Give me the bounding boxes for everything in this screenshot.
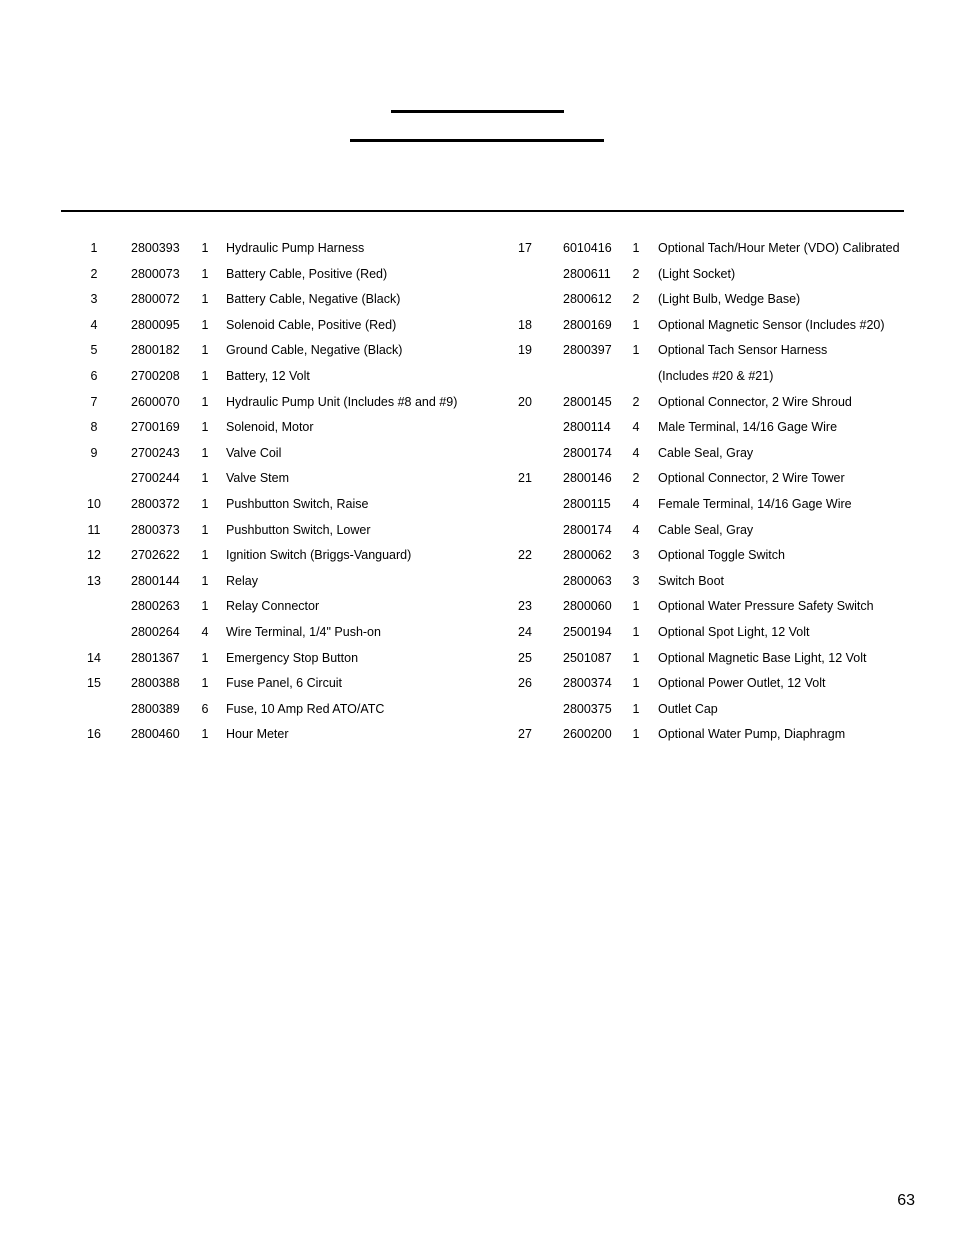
quantity: 3 xyxy=(632,548,640,563)
part-number: 2600070 xyxy=(131,394,180,409)
item-number: 22 xyxy=(518,548,532,563)
quantity: 1 xyxy=(201,650,209,665)
quantity: 1 xyxy=(201,599,209,614)
description: Optional Connector, 2 Wire Shroud xyxy=(658,394,852,409)
part-number: 2800114 xyxy=(563,420,611,435)
description: Solenoid, Motor xyxy=(226,420,314,435)
quantity: 1 xyxy=(632,241,640,255)
description: (Includes #20 & #21) xyxy=(658,369,774,383)
quantity: 1 xyxy=(201,369,209,383)
description: Cable Seal, Gray xyxy=(658,522,754,537)
item-number: 17 xyxy=(518,241,532,255)
part-number: 2800397 xyxy=(563,343,612,358)
part-number: 2800611 xyxy=(563,266,611,281)
part-number: 2800460 xyxy=(131,727,180,742)
item-number: 27 xyxy=(518,727,532,742)
part-number: 2800174 xyxy=(563,522,612,537)
quantity: 1 xyxy=(632,701,640,716)
description: Optional Water Pump, Diaphragm xyxy=(658,727,846,742)
title-underline xyxy=(391,110,564,113)
description: Cable Seal, Gray xyxy=(658,445,754,460)
description: Battery, 12 Volt xyxy=(226,369,310,383)
description: Optional Tach/Hour Meter (VDO) Calibrated xyxy=(658,241,900,255)
quantity: 1 xyxy=(201,548,209,563)
part-number: 2800373 xyxy=(131,522,180,537)
item-number: 13 xyxy=(87,573,101,588)
quantity: 1 xyxy=(201,522,209,537)
quantity: 4 xyxy=(632,420,640,435)
part-number: 2800374 xyxy=(563,676,612,691)
description: Hydraulic Pump Harness xyxy=(226,241,365,255)
quantity: 4 xyxy=(201,625,209,639)
part-number: 2501087 xyxy=(563,650,612,665)
item-number: 8 xyxy=(90,420,98,435)
item-number: 21 xyxy=(518,471,532,486)
item-number: 26 xyxy=(518,676,532,691)
description: Optional Magnetic Base Light, 12 Volt xyxy=(658,650,867,665)
quantity: 1 xyxy=(201,420,209,435)
part-number: 2800144 xyxy=(131,573,180,588)
part-number: 2800073 xyxy=(131,266,180,281)
part-number: 2801367 xyxy=(131,650,180,665)
description: Battery Cable, Positive (Red) xyxy=(226,266,388,281)
item-number: 5 xyxy=(90,343,98,358)
item-number: 12 xyxy=(87,548,101,563)
part-number: 2800375 xyxy=(563,701,612,716)
description: Optional Magnetic Sensor (Includes #20) xyxy=(658,317,885,332)
header-rule xyxy=(61,210,904,212)
part-number: 2600200 xyxy=(563,727,612,742)
quantity: 1 xyxy=(201,727,209,742)
quantity: 2 xyxy=(632,471,640,486)
part-number: 2800146 xyxy=(563,471,612,486)
description: Optional Power Outlet, 12 Volt xyxy=(658,676,826,691)
part-number: 2800388 xyxy=(131,676,180,691)
quantity: 3 xyxy=(632,573,640,588)
item-number: 18 xyxy=(518,317,532,332)
description: Male Terminal, 14/16 Gage Wire xyxy=(658,420,838,435)
part-number: 2500194 xyxy=(563,625,612,639)
item-number: 15 xyxy=(87,676,101,691)
part-number: 6010416 xyxy=(563,241,612,255)
description: Valve Stem xyxy=(226,471,289,486)
description: (Light Bulb, Wedge Base) xyxy=(658,292,801,307)
quantity: 2 xyxy=(632,292,640,307)
item-number: 24 xyxy=(518,625,532,639)
description: Battery Cable, Negative (Black) xyxy=(226,292,401,307)
description: Pushbutton Switch, Lower xyxy=(226,522,371,537)
description: Relay xyxy=(226,573,258,588)
quantity: 1 xyxy=(632,343,640,358)
description: Fuse Panel, 6 Circuit xyxy=(226,676,343,691)
description: Outlet Cap xyxy=(658,701,718,716)
part-number: 2702622 xyxy=(131,548,180,563)
part-number: 2700244 xyxy=(131,471,180,486)
part-number: 2800263 xyxy=(131,599,180,614)
part-number: 2800612 xyxy=(563,292,612,307)
part-number: 2800393 xyxy=(131,241,180,255)
quantity: 1 xyxy=(201,292,209,307)
quantity: 1 xyxy=(201,471,209,486)
item-number: 3 xyxy=(90,292,98,307)
part-number: 2700169 xyxy=(131,420,180,435)
description: Optional Tach Sensor Harness xyxy=(658,343,828,358)
quantity: 1 xyxy=(201,394,209,409)
description: Hour Meter xyxy=(226,727,289,742)
description: Ignition Switch (Briggs-Vanguard) xyxy=(226,548,412,563)
description: Relay Connector xyxy=(226,599,320,614)
part-number: 2800115 xyxy=(563,497,611,511)
quantity: 1 xyxy=(632,599,640,614)
quantity: 1 xyxy=(632,317,640,332)
description: Wire Terminal, 1/4" Push-on xyxy=(226,625,381,639)
quantity: 4 xyxy=(632,497,640,511)
item-number: 11 xyxy=(87,522,101,537)
part-number: 2800169 xyxy=(563,317,612,332)
description: Female Terminal, 14/16 Gage Wire xyxy=(658,497,852,511)
item-number: 19 xyxy=(518,343,532,358)
description: Valve Coil xyxy=(226,445,282,460)
quantity: 4 xyxy=(632,445,640,460)
item-number: 10 xyxy=(87,497,101,511)
quantity: 1 xyxy=(201,241,209,255)
quantity: 1 xyxy=(632,727,640,742)
item-number: 14 xyxy=(87,650,101,665)
part-number: 2800062 xyxy=(563,548,612,563)
quantity: 6 xyxy=(201,701,209,716)
quantity: 1 xyxy=(201,445,209,460)
description: Ground Cable, Negative (Black) xyxy=(226,343,403,358)
item-number: 2 xyxy=(90,266,98,281)
quantity: 1 xyxy=(201,317,209,332)
description: Optional Toggle Switch xyxy=(658,548,785,563)
description: Optional Water Pressure Safety Switch xyxy=(658,599,874,614)
quantity: 1 xyxy=(632,650,640,665)
description: Emergency Stop Button xyxy=(226,650,359,665)
item-number: 23 xyxy=(518,599,532,614)
part-number: 2800145 xyxy=(563,394,612,409)
item-number: 20 xyxy=(518,394,532,409)
description: (Light Socket) xyxy=(658,266,736,281)
description: Optional Spot Light, 12 Volt xyxy=(658,625,810,639)
part-number: 2800060 xyxy=(563,599,612,614)
quantity: 1 xyxy=(201,497,209,511)
part-number: 2800063 xyxy=(563,573,612,588)
description: Pushbutton Switch, Raise xyxy=(226,497,369,511)
description: Solenoid Cable, Positive (Red) xyxy=(226,317,397,332)
item-number: 7 xyxy=(90,394,98,409)
part-number: 2800264 xyxy=(131,625,180,639)
quantity: 1 xyxy=(201,343,209,358)
part-number: 2700243 xyxy=(131,445,180,460)
item-number: 6 xyxy=(90,369,98,383)
quantity: 1 xyxy=(632,625,640,639)
subtitle-underline xyxy=(350,139,604,142)
part-number: 2800174 xyxy=(563,445,612,460)
quantity: 1 xyxy=(201,676,209,691)
page-number: 63 xyxy=(897,1192,915,1209)
quantity: 1 xyxy=(201,573,209,588)
description: Switch Boot xyxy=(658,573,725,588)
item-number: 4 xyxy=(90,317,98,332)
quantity: 2 xyxy=(632,394,640,409)
quantity: 1 xyxy=(632,676,640,691)
item-number: 1 xyxy=(90,241,98,255)
part-number: 2800389 xyxy=(131,701,180,716)
item-number: 25 xyxy=(518,650,532,665)
item-number: 9 xyxy=(90,445,98,460)
quantity: 2 xyxy=(632,266,640,281)
part-number: 2800095 xyxy=(131,317,180,332)
description: Fuse, 10 Amp Red ATO/ATC xyxy=(226,701,385,716)
part-number: 2700208 xyxy=(131,369,180,383)
quantity: 4 xyxy=(632,522,640,537)
item-number: 16 xyxy=(87,727,101,742)
quantity: 1 xyxy=(201,266,209,281)
part-number: 2800182 xyxy=(131,343,180,358)
description: Optional Connector, 2 Wire Tower xyxy=(658,471,845,486)
part-number: 2800072 xyxy=(131,292,180,307)
part-number: 2800372 xyxy=(131,497,180,511)
description: Hydraulic Pump Unit (Includes #8 and #9) xyxy=(226,394,458,409)
